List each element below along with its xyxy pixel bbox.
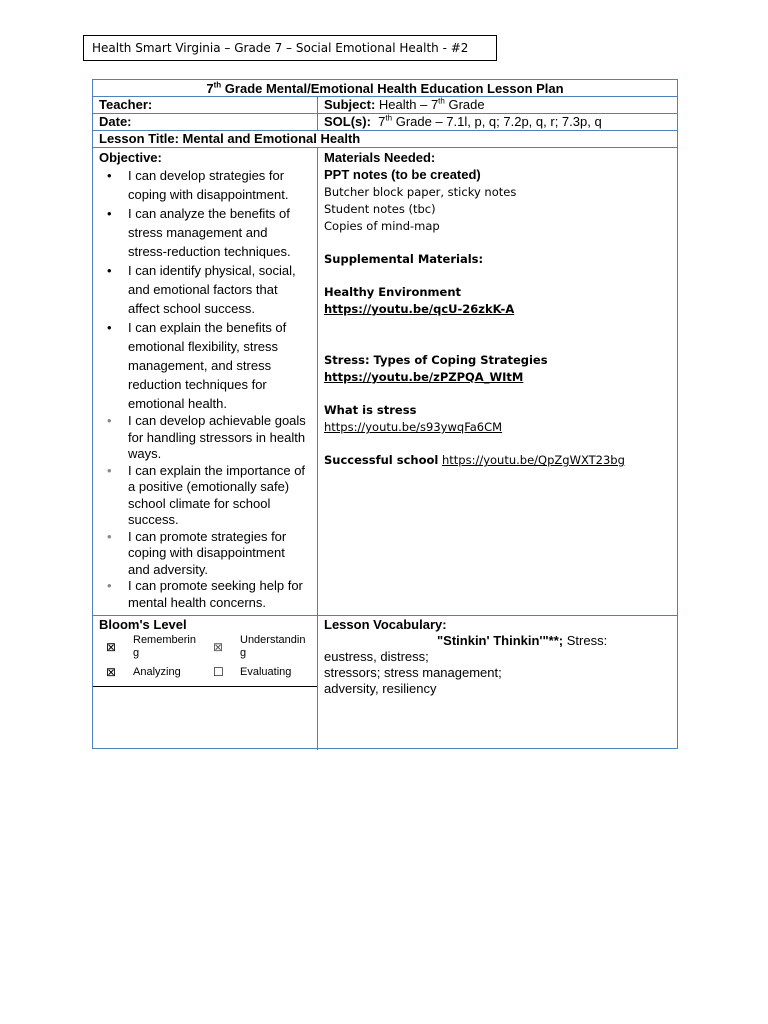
objective-item [99,204,317,261]
vocabulary-line: adversity, resiliency [324,681,437,696]
material-item: Butcher block paper, sticky notes [324,185,517,199]
sol-cell: SOL(s): 7th Grade – 7.1l, p, q; 7.2p, q, r; 7.3p, q [324,113,602,129]
objective-cell [99,150,317,611]
bullet-icon: • [107,413,112,428]
successful-school-label: Successful school [324,453,439,467]
bullet-icon: • [107,320,112,335]
material-item: Student notes (tbc) [324,202,436,216]
objective-line: I can explain the benefits of [128,320,287,335]
bullet-icon: • [107,263,112,278]
column-divider [317,148,318,750]
checkbox-analyzing[interactable]: ⊠ [106,665,117,679]
vocabulary-cell [324,617,674,697]
bullet-icon: • [107,462,112,478]
objective-line: I can identify physical, social, [128,263,296,278]
subject-cell: Subject: Health – 7th Grade [324,96,485,112]
objective-line: management, and stress [128,358,272,373]
objective-line: and adversity. [128,561,208,577]
objective-line: emotional flexibility, stress [128,339,279,354]
objective-line: emotional health. [128,396,228,411]
objective-line: reduction techniques for [128,377,267,392]
objective-line: mental health concerns. [128,594,267,610]
vocabulary-line: eustress, distress; [324,649,429,664]
checkbox-remembering[interactable]: ⊠ [106,640,117,654]
objective-line: stress-reduction techniques. [128,244,291,259]
successful-school-link[interactable]: https://youtu.be/QpZgWXT23bg [441,453,625,467]
vocabulary-line: stressors; stress management; [324,665,502,680]
material-item: Copies of mind-map [324,219,440,233]
plan-title: 7th Grade Mental/Emotional Health Education Lesson Plan [206,80,564,96]
objective-item [99,413,317,463]
stress-types-label: Stress: Types of Coping Strategies [324,353,548,367]
objective-line: I can develop achievable goals [128,413,306,428]
checkbox-evaluating[interactable]: ☐ [213,665,224,679]
healthy-environment-link[interactable]: https://youtu.be/qcU-26zkK-A [324,302,515,316]
document-header: Health Smart Virginia – Grade 7 – Social Emotional Health - #2 [83,35,497,61]
objective-line: stress management and [128,225,268,240]
ppt-notes: PPT notes (to be created) [324,167,481,182]
column-divider [317,97,318,131]
objective-item [99,463,317,529]
blooms-label: Bloom's Level [99,617,187,632]
materials-label: Materials Needed: [324,150,436,165]
objective-line: I can promote seeking help for [128,578,303,593]
objective-line: and emotional factors that [128,282,278,297]
objective-line: I can develop strategies for [128,168,285,183]
bullet-icon: • [107,168,112,183]
objective-line: for handling stressors in health [128,429,306,445]
bloom-analyzing: Analyzing [133,666,181,678]
objective-line: affect school success. [128,301,255,316]
objective-line: success. [128,512,179,527]
objective-line: ways. [128,446,162,461]
teacher-row [93,97,677,114]
objective-label: Objective: [99,150,162,165]
objective-item [99,261,317,318]
title-row [93,80,677,97]
objective-line: I can promote strategies for [128,528,287,544]
objective-line: I can analyze the benefits of [128,206,290,221]
what-is-stress-label: What is stress [324,403,417,417]
bullet-icon: • [107,206,112,221]
bullet-icon: • [107,528,112,544]
objective-item [99,578,317,611]
objective-line: I can explain the importance of [128,462,306,478]
objective-line: coping with disappointment. [128,187,289,202]
teacher-label: Teacher: [99,97,153,112]
bullet-icon: • [107,578,112,593]
objective-line: school climate for school [128,495,271,511]
bloom-remembering: Rememberin g [133,634,196,659]
checkbox-understanding[interactable]: ⊠ [213,640,224,654]
date-label: Date: [99,114,132,129]
objective-item [99,318,317,413]
objective-line: coping with disappointment [128,545,285,560]
lesson-plan-table [92,79,678,749]
lesson-title-row [93,131,677,148]
bloom-evaluating: Evaluating [240,666,292,678]
objective-line: a positive (emotionally safe) [128,479,290,494]
what-is-stress-link[interactable]: https://youtu.be/s93ywqFa6CM [324,420,503,434]
blooms-divider [93,686,317,687]
blooms-cell [93,617,317,747]
supplemental-label: Supplemental Materials: [324,252,484,266]
healthy-environment-label: Healthy Environment [324,285,462,299]
vocabulary-label: Lesson Vocabulary: [324,617,447,632]
objective-item [99,166,317,204]
bloom-understanding: Understandin g [240,634,306,659]
materials-cell [324,150,674,469]
date-row [93,114,677,131]
lesson-title: Lesson Title: Mental and Emotional Health [99,131,361,146]
stress-types-link[interactable]: https://youtu.be/zPZPQA_WItM [324,370,524,384]
objective-list [99,166,317,611]
objective-item [99,529,317,579]
vocabulary-first-line: "Stinkin' Thinkin'"**; Stress: [437,633,608,648]
